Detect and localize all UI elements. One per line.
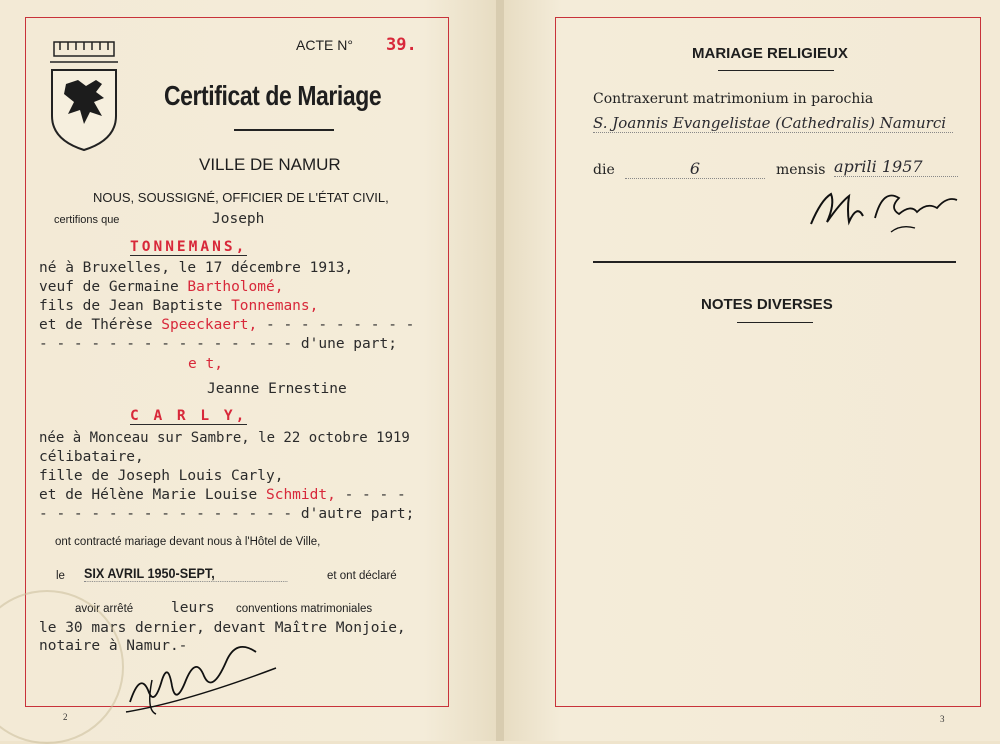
groom-mother-line	[39, 317, 414, 333]
groom-father-line	[39, 298, 318, 314]
one-part-line	[39, 336, 397, 352]
bride-status: célibataire,	[39, 449, 144, 465]
die-label: die	[593, 162, 615, 178]
and-connector: e t,	[188, 356, 223, 372]
city-name: VILLE DE NAMUR	[199, 155, 341, 174]
one-part-label: d'une part;	[300, 336, 397, 352]
bride-father-line	[39, 468, 283, 484]
certify-label: certifions que	[54, 214, 120, 226]
page-number-left: 2	[63, 712, 68, 722]
groom-mother-name: Speeckaert,	[161, 317, 258, 333]
other-part-label: d'autre part;	[300, 506, 415, 522]
other-part-line	[39, 506, 414, 522]
mensis-value: aprili 1957	[834, 157, 958, 177]
groom-father-name: Tonnemans,	[231, 298, 319, 314]
notes-heading: NOTES DIVERSES	[701, 296, 833, 313]
dash-fill: - - - - - - - - - - - - - - -	[39, 336, 293, 352]
certificate-title: Certificat de Mariage	[164, 80, 382, 111]
contracted-text: ont contracté mariage devant nous à l'Hôtel de Ville,	[55, 536, 321, 548]
page-number-right: 3	[940, 714, 945, 724]
mensis-label: mensis	[776, 162, 826, 178]
coat-of-arms-icon	[46, 40, 122, 152]
die-value: 6	[625, 159, 765, 179]
declared-text: et ont déclaré	[327, 570, 397, 582]
parish-handwritten: S. Joannis Evangelistae (Cathedralis) Namurci	[593, 114, 953, 133]
bride-mother-line	[39, 487, 406, 503]
date-prefix: le	[56, 570, 65, 582]
bride-mother-prefix: et de Hélène Marie Louise	[39, 487, 258, 503]
acte-label: ACTE N°	[296, 37, 353, 53]
title-underline	[234, 129, 334, 131]
book-gutter	[496, 0, 504, 741]
groom-father-prefix: fils de Jean Baptiste	[39, 298, 223, 314]
notes-heading-underline	[737, 322, 813, 323]
contraxerunt-text: Contraxerunt matrimonium in parochia	[593, 91, 874, 107]
conventions-text: conventions matrimoniales	[236, 603, 373, 615]
groom-widow-line	[39, 279, 283, 295]
groom-widow-prefix: veuf de Germaine	[39, 279, 179, 295]
religious-heading: MARIAGE RELIGIEUX	[692, 45, 848, 62]
dash-fill: - - - - - - - - - - - - - - -	[39, 506, 293, 522]
bride-birth: née à Monceau sur Sambre, le 22 octobre 1919	[39, 430, 410, 446]
section-divider	[593, 261, 956, 263]
religious-heading-underline	[718, 70, 834, 71]
registrar-signature	[122, 640, 282, 720]
marriage-date: SIX AVRIL 1950-SEPT,	[84, 565, 287, 582]
dash-fill: - - - - - - - - -	[266, 317, 415, 333]
groom-mother-prefix: et de Thérèse	[39, 317, 153, 333]
notary-line-2: notaire à Namur.-	[39, 638, 188, 654]
bride-last-name: C A R L Y,	[130, 408, 248, 424]
acte-number: 39.	[386, 35, 417, 55]
officer-intro: NOUS, SOUSSIGNÉ, OFFICIER DE L'ÉTAT CIVIL,	[93, 190, 389, 205]
notary-line-1: le 30 mars dernier, devant Maître Monjoie,	[39, 620, 406, 636]
dash-fill: - - - -	[344, 487, 406, 503]
bride-first-name: Jeanne Ernestine	[207, 381, 347, 397]
groom-first-name: Joseph	[212, 211, 265, 227]
groom-widow-name: Bartholomé,	[187, 279, 284, 295]
avoir-arrete: avoir arrêté	[75, 603, 134, 615]
groom-last-name: TONNEMANS,	[130, 239, 248, 255]
priest-signature	[805, 180, 965, 236]
leurs-word: leurs	[171, 600, 215, 616]
bride-mother-name: Schmidt,	[265, 487, 336, 503]
groom-birth: né à Bruxelles, le 17 décembre 1913,	[39, 260, 354, 276]
bride-father: fille de Joseph Louis Carly,	[39, 468, 284, 484]
